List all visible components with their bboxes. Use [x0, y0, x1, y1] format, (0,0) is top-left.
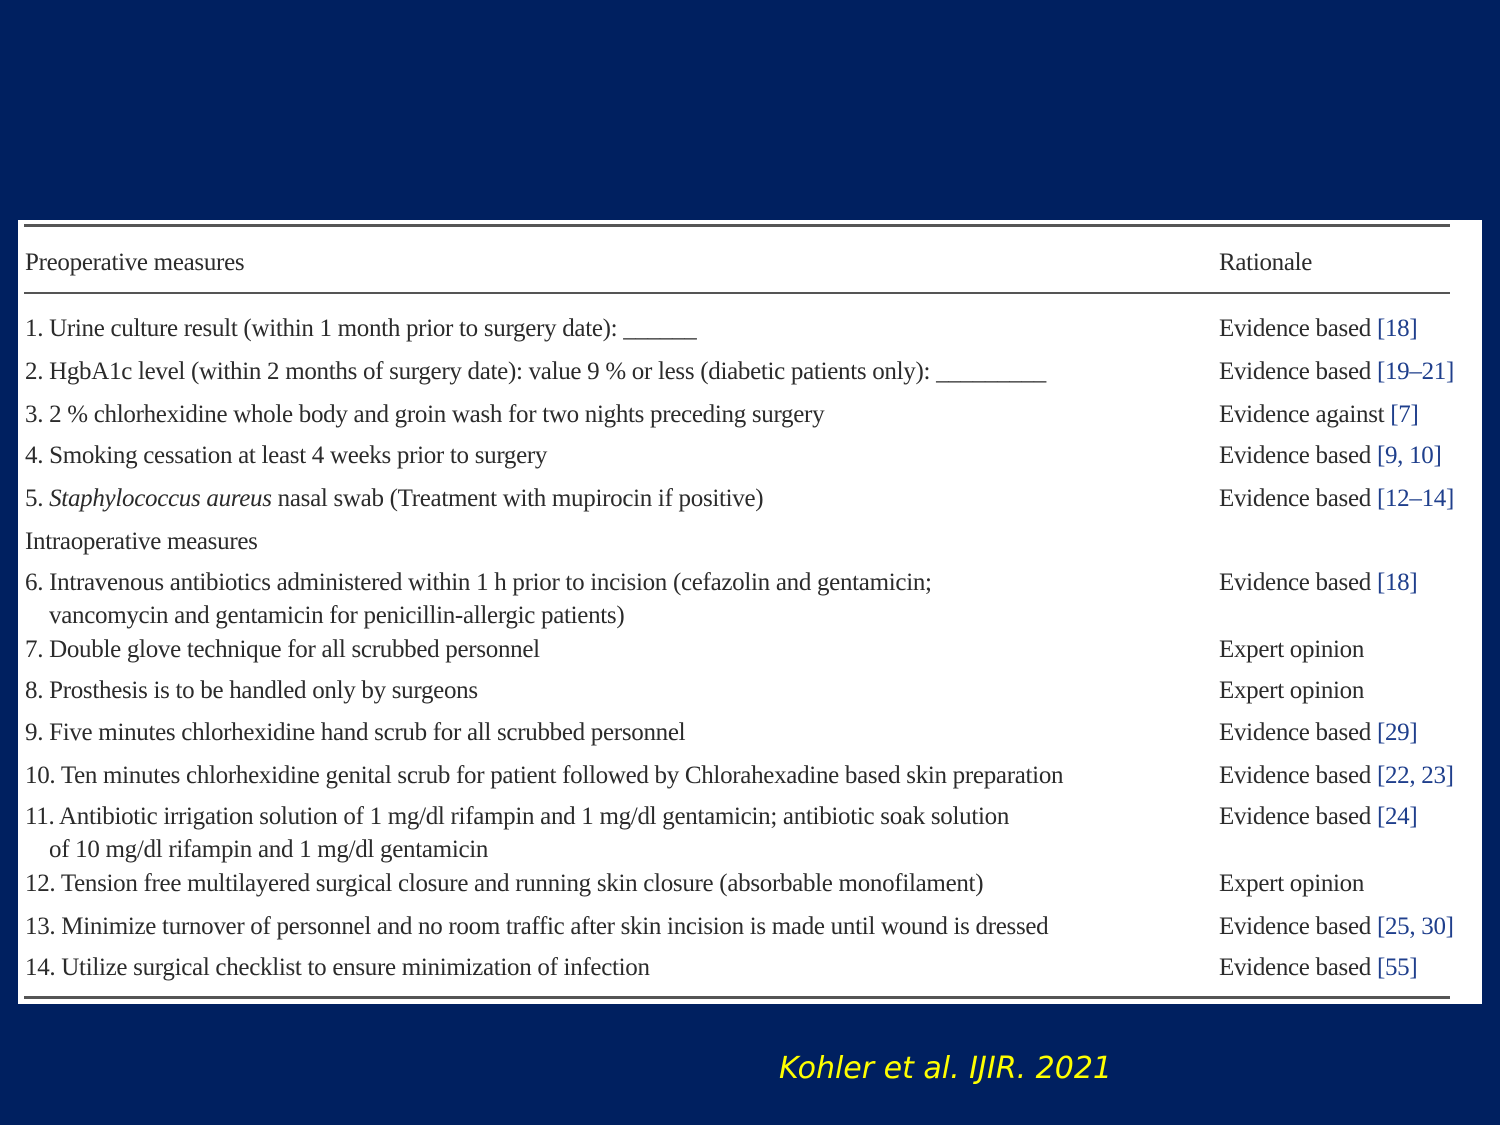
table-row-1-ref: [18] — [1376, 315, 1418, 342]
header-rationale: Rationale — [1219, 249, 1313, 276]
table-row-13-measure: 13. Minimize turnover of personnel and no room traffic after skin incision is made until wound is dressed — [25, 913, 1049, 940]
table-row-4-ref: [9, 10] — [1376, 442, 1442, 469]
table-row-8-measure: 8. Prosthesis is to be handled only by surgeons — [25, 677, 478, 704]
table-header-rule — [24, 292, 1450, 294]
measures-table — [18, 220, 1482, 1004]
table-bottom-rule — [24, 996, 1450, 999]
table-row-9-rationale: Evidence based [29] — [1219, 719, 1418, 746]
table-row-11-measure: 11. Antibiotic irrigation solution of 1 mg/dl rifampin and 1 mg/dl gentamicin; antibiotic soak solution — [25, 803, 1010, 830]
citation: Kohler et al. IJIR. 2021 — [779, 1051, 1112, 1086]
table-row-11-ref: [24] — [1376, 803, 1418, 830]
table-row-14-rationale: Evidence based [55] — [1219, 954, 1418, 981]
table-row-8-rationale: Expert opinion — [1219, 677, 1365, 704]
table-row-6-measure: 6. Intravenous antibiotics administered within 1 h prior to incision (cefazolin and gentamicin; — [25, 569, 932, 596]
table-row-13-rationale: Evidence based [25, 30] — [1219, 913, 1454, 940]
table-row-5-measure: 5. Staphylococcus aureus nasal swab (Treatment with mupirocin if positive) — [25, 485, 764, 512]
table-row-4-rationale: Evidence based [9, 10] — [1219, 442, 1442, 469]
organism-name: Staphylococcus aureus — [49, 485, 272, 512]
table-row-3-measure: 3. 2 % chlorhexidine whole body and groin wash for two nights preceding surgery — [25, 401, 825, 428]
table-row-13-ref: [25, 30] — [1376, 913, 1454, 940]
table-row-10-measure: 10. Ten minutes chlorhexidine genital scrub for patient followed by Chlorahexadine based skin preparation — [25, 762, 1064, 789]
table-row-12-rationale: Expert opinion — [1219, 870, 1365, 897]
table-row-1-rationale: Evidence based [18] — [1219, 315, 1418, 342]
section-intraoperative: Intraoperative measures — [25, 528, 258, 555]
table-row-14-measure: 14. Utilize surgical checklist to ensure minimization of infection — [25, 954, 650, 981]
table-row-5-ref: [12–14] — [1376, 485, 1454, 512]
table-row-3-ref: [7] — [1390, 401, 1419, 428]
table-row-5-rationale: Evidence based [12–14] — [1219, 485, 1454, 512]
table-row-14-ref: [55] — [1376, 954, 1418, 981]
table-row-2-rationale: Evidence based [19–21] — [1219, 358, 1454, 385]
table-row-6-rationale: Evidence based [18] — [1219, 569, 1418, 596]
table-row-2-ref: [19–21] — [1376, 358, 1454, 385]
table-row-11-measure-cont: of 10 mg/dl rifampin and 1 mg/dl gentamicin — [49, 836, 489, 863]
table-row-1-measure: 1. Urine culture result (within 1 month prior to surgery date): ______ — [25, 315, 697, 342]
table-top-rule — [24, 224, 1450, 227]
header-measures: Preoperative measures — [25, 249, 245, 276]
table-row-7-rationale: Expert opinion — [1219, 636, 1365, 663]
table-row-2-measure: 2. HgbA1c level (within 2 months of surgery date): value 9 % or less (diabetic patients only): _________ — [25, 358, 1046, 385]
table-row-12-measure: 12. Tension free multilayered surgical closure and running skin closure (absorbable monofilament) — [25, 870, 984, 897]
table-row-11-rationale: Evidence based [24] — [1219, 803, 1418, 830]
table-row-6-ref: [18] — [1376, 569, 1418, 596]
table-row-4-measure: 4. Smoking cessation at least 4 weeks prior to surgery — [25, 442, 548, 469]
table-row-10-ref: [22, 23] — [1376, 762, 1454, 789]
table-row-10-rationale: Evidence based [22, 23] — [1219, 762, 1454, 789]
table-row-7-measure: 7. Double glove technique for all scrubbed personnel — [25, 636, 540, 663]
table-row-6-measure-cont: vancomycin and gentamicin for penicillin-allergic patients) — [49, 602, 625, 629]
table-row-9-ref: [29] — [1376, 719, 1418, 746]
table-row-9-measure: 9. Five minutes chlorhexidine hand scrub for all scrubbed personnel — [25, 719, 686, 746]
table-row-3-rationale: Evidence against [7] — [1219, 401, 1419, 428]
